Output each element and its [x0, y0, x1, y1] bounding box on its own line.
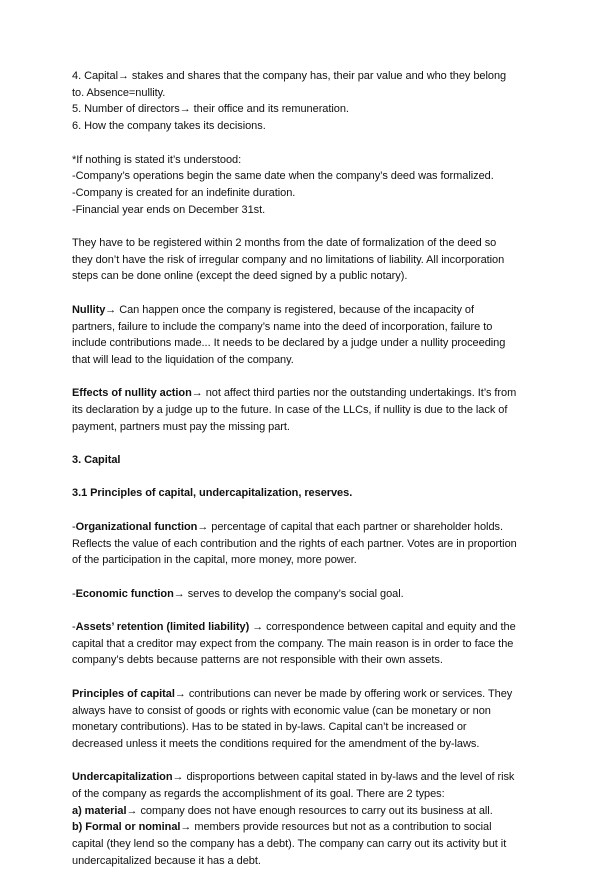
defaults-intro: *If nothing is stated it’s understood:	[72, 153, 242, 166]
subsection-title: 3.1 Principles of capital, undercapitalization, reserves.	[72, 487, 353, 500]
defaults-item: -Financial year ends on December 31st.	[72, 203, 266, 216]
document-page	[72, 68, 528, 886]
material-term: a) material	[72, 804, 127, 817]
list-item-decisions: 6. How the company takes its decisions.	[72, 120, 266, 133]
organizational-term: Organizational function	[75, 520, 198, 533]
material-rest: → company does not have enough resources to carry out its business at all.	[126, 804, 493, 817]
formal-term: b) Formal or nominal	[72, 821, 181, 834]
undercapitalization-paragraph	[72, 769, 528, 869]
assets-prefix: -	[72, 621, 76, 634]
organizational-line: → percentage of capital that each partner or shareholder holds.	[197, 520, 503, 533]
effects-line: its declaration by a judge up to the future. In case of the LLCs, if nullity is due to the lack of	[72, 404, 508, 416]
nullity-line: partners, failure to include the company’s name into the deed of incorporation, failure to	[72, 320, 493, 333]
registration-paragraph	[72, 235, 528, 285]
defaults-item: -Company is created for an indefinite duration.	[72, 186, 296, 199]
principles-line: always have to consist of goods or rights with economic value (can be monetary or non	[72, 704, 491, 717]
assets-line: company’s debts because patterns are not responsible with their own assets.	[72, 654, 443, 667]
principles-term: Principles of capital	[72, 687, 175, 700]
assets-term: Assets’ retention (limited liability)	[75, 621, 250, 634]
principles-line: monetary contributions). Has to be stated in by-laws. Capital can’t be increased or	[72, 721, 467, 734]
deed-contents-list	[72, 68, 528, 135]
undercap-line: of the company as regards the accomplishment of its goal. There are 2 types:	[72, 788, 445, 801]
list-item-directors: 5. Number of directors→ their office and its remuneration.	[72, 103, 349, 116]
effects-line: payment, partners must pay the missing part.	[72, 420, 290, 433]
nullity-line: → Can happen once the company is registered, because of the incapacity of	[105, 303, 475, 316]
nullity-paragraph	[72, 302, 528, 369]
registration-line: steps can be done online (except the deed signed by a public notary).	[72, 270, 408, 283]
assets-line: capital that a creditor may expect from the company. The main reason is in order to face the	[72, 637, 514, 650]
undercap-line: → disproportions between capital stated in by-laws and the level of risk	[172, 771, 515, 784]
organizational-line: of the participation in the capital, more money, more power.	[72, 554, 357, 567]
undercap-term: Undercapitalization	[72, 771, 173, 784]
list-item-capital-line-1: 4. Capital→ stakes and shares that the company has, their par value and who they belong	[72, 70, 507, 82]
organizational-prefix: -	[72, 520, 76, 533]
defaults-item: -Company’s operations begin the same date when the company’s deed was formalized.	[72, 170, 494, 183]
defaults-paragraph	[72, 152, 528, 219]
formal-line: → members provide resources but not as a contribution to social	[180, 821, 492, 834]
economic-prefix: -	[72, 587, 76, 600]
registration-line: they don’t have the risk of irregular company and no limitations of liability. All incorporation	[72, 253, 505, 266]
economic-paragraph	[72, 586, 528, 603]
section-title: 3. Capital	[72, 454, 121, 467]
principles-line: → contributions can never be made by offering work or services. They	[174, 687, 513, 700]
effects-line: → not affect third parties nor the outstanding undertakings. It’s from	[191, 387, 517, 400]
list-item-capital-line-2: to. Absence=nullity.	[72, 86, 166, 99]
formal-line: capital (they lend so the company has a debt). The company can carry out its activity but it	[72, 838, 507, 851]
formal-line: undercapitalized because it has a debt.	[72, 854, 261, 867]
effects-term: Effects of nullity action	[72, 387, 192, 400]
assets-line: → correspondence between capital and equity and the	[249, 621, 516, 634]
effects-paragraph	[72, 385, 528, 435]
economic-term: Economic function	[75, 587, 174, 600]
nullity-line: include contributions made... It needs to be declared by a judge under a nullity proceeding	[72, 337, 506, 350]
principles-paragraph	[72, 686, 528, 753]
economic-rest: → serves to develop the company’s social goal.	[173, 587, 404, 600]
organizational-line: Reflects the value of each contribution and the rights of each partner. Votes are in proportion	[72, 537, 517, 550]
organizational-paragraph	[72, 519, 528, 569]
principles-line: decreased unless it meets the conditions required for the amendment of the by-laws.	[72, 737, 480, 750]
assets-paragraph	[72, 619, 528, 669]
nullity-line: that will lead to the liquidation of the company.	[72, 353, 294, 366]
nullity-term: Nullity	[72, 303, 106, 316]
registration-line: They have to be registered within 2 months from the date of formalization of the deed so	[72, 237, 497, 249]
